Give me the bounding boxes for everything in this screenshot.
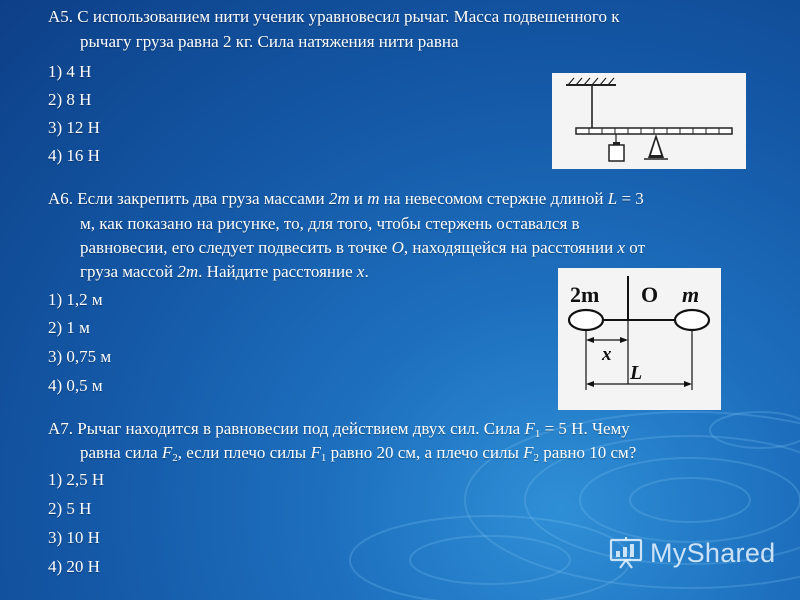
watermark-text: MyShared	[650, 537, 776, 568]
a6-question-line-1: А6. Если закрепить два груза массами 2m и m на невесомом стержне длиной L = 3	[48, 189, 644, 208]
a7-question-line-2: равна сила $F_2$, если плечо силы $F_1$ равно 20 см, а плечо силы $F_2$ равно 10 см?	[80, 443, 637, 464]
a7-question-line-1: А7. Рычаг находится в равновесии под действием двух сил. Сила $F_1 = 5$ Н. Чему	[48, 419, 630, 440]
a7-answer-1: 1) 2,5 Н	[48, 470, 105, 489]
a6-answer-4: 4) 0,5 м	[48, 376, 103, 395]
presentation-board-icon	[608, 536, 644, 570]
a5-answer-4: 4) 16 Н	[48, 146, 100, 165]
a5-question-line-2: рычагу груза равна 2 кг. Сила натяжения нити равна	[80, 32, 459, 51]
label-l: L	[630, 362, 643, 384]
label-o: O	[641, 282, 659, 307]
a6-answer-3: 3) 0,75 м	[48, 347, 112, 366]
a6-question-line-2: м, как показано на рисунке, то, для того, чтобы стержень оставался в	[80, 214, 580, 233]
a6-question-line-4: груза массой 2m. Найдите расстояние x.	[80, 262, 369, 281]
a6-answer-1: 1) 1,2 м	[48, 290, 103, 309]
a6-question-line-3: равновесии, его следует подвесить в точке O, находящейся на расстоянии x от	[80, 238, 646, 257]
a7-answer-2: 2) 5 Н	[48, 499, 92, 518]
label-m: m	[682, 282, 700, 307]
myshared-logo[interactable]	[608, 536, 775, 570]
a6-rod-figure	[558, 268, 721, 410]
a7-answer-3: 3) 10 Н	[48, 528, 100, 547]
label-x: x	[602, 344, 612, 365]
a6-answer-2: 2) 1 м	[48, 318, 90, 337]
a5-answer-2: 2) 8 Н	[48, 90, 92, 109]
a7-answer-4: 4) 20 Н	[48, 557, 100, 576]
a5-answer-1: 1) 4 Н	[48, 62, 92, 81]
a5-answer-3: 3) 12 Н	[48, 118, 100, 137]
a5-question-line-1: А5. С использованием нити ученик уравновесил рычаг. Масса подвешенного к	[48, 7, 620, 26]
a5-lever-figure	[552, 73, 746, 169]
label-2m: 2m	[570, 282, 600, 307]
